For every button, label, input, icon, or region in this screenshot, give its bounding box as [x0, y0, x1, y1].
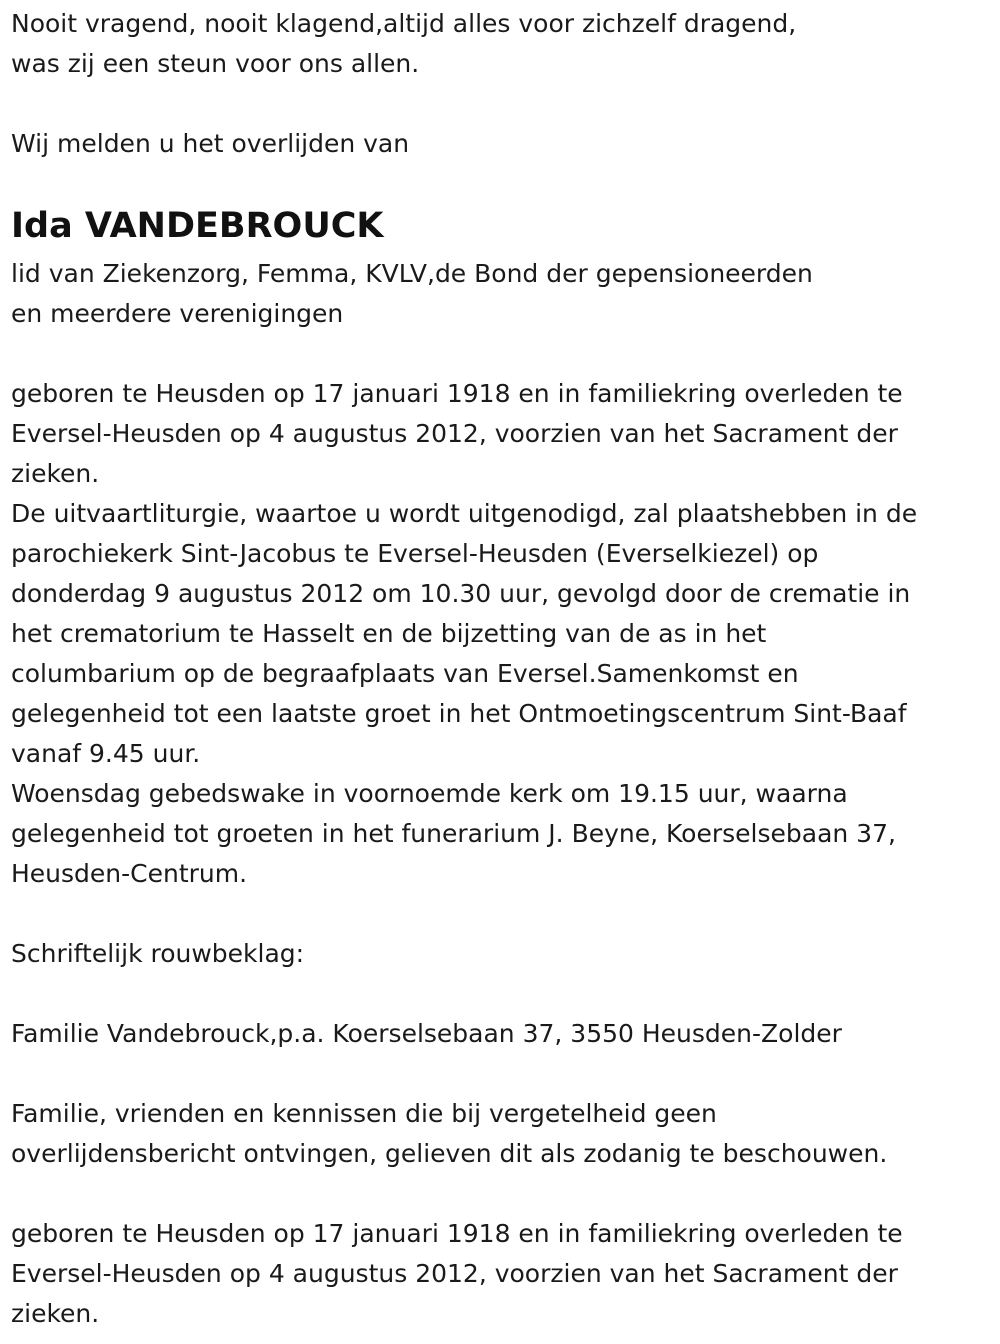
membership-line: en meerdere verenigingen	[11, 299, 344, 328]
detail-line: donderdag 9 augustus 2012 om 10.30 uur, gevolgd door de crematie in	[11, 579, 911, 608]
spacer	[11, 974, 986, 1014]
spacer	[11, 894, 986, 934]
motto-line: was zij een steun voor ons allen.	[11, 49, 420, 78]
closing-line: overlijdensbericht ontvingen, gelieven dit als zodanig te beschouwen.	[11, 1139, 888, 1168]
closing-line: Familie, vrienden en kennissen die bij vergetelheid geen	[11, 1099, 717, 1128]
condolence-address: Familie Vandebrouck,p.a. Koerselsebaan 37, 3550 Heusden-Zolder	[11, 1019, 842, 1048]
detail-line: columbarium op de begraafplaats van Eversel.Samenkomst en	[11, 659, 799, 688]
spacer	[11, 1174, 986, 1214]
membership-line: lid van Ziekenzorg, Femma, KVLV,de Bond der gepensioneerden	[11, 259, 813, 288]
condolence-heading: Schriftelijk rouwbeklag:	[11, 939, 305, 968]
detail-line: parochiekerk Sint-Jacobus te Eversel-Heusden (Everselkiezel) op	[11, 539, 819, 568]
spacer	[11, 334, 986, 374]
repeated-detail-line: geboren te Heusden op 17 januari 1918 en in familiekring overleden te	[11, 1219, 903, 1248]
detail-line: zieken.	[11, 459, 100, 488]
detail-line: Woensdag gebedswake in voornoemde kerk om 19.15 uur, waarna	[11, 779, 848, 808]
detail-line: vanaf 9.45 uur.	[11, 739, 201, 768]
spacer	[11, 164, 986, 204]
detail-line: geboren te Heusden op 17 januari 1918 en in familiekring overleden te	[11, 379, 903, 408]
detail-line: gelegenheid tot groeten in het funerarium J. Beyne, Koerselsebaan 37,	[11, 819, 896, 848]
detail-line: Heusden-Centrum.	[11, 859, 248, 888]
spacer	[11, 1054, 986, 1094]
spacer	[11, 84, 986, 124]
detail-line: het crematorium te Hasselt en de bijzetting van de as in het	[11, 619, 767, 648]
repeated-detail-line: zieken.	[11, 1299, 100, 1328]
deceased-name: Ida VANDEBROUCK	[11, 206, 384, 246]
repeated-detail-line: Eversel-Heusden op 4 augustus 2012, voorzien van het Sacrament der	[11, 1259, 898, 1288]
announcement-text: Wij melden u het overlijden van	[11, 129, 410, 158]
death-notice	[11, 4, 986, 1334]
detail-line: Eversel-Heusden op 4 augustus 2012, voorzien van het Sacrament der	[11, 419, 898, 448]
detail-line: gelegenheid tot een laatste groet in het Ontmoetingscentrum Sint-Baaf	[11, 699, 907, 728]
detail-line: De uitvaartliturgie, waartoe u wordt uitgenodigd, zal plaatshebben in de	[11, 499, 918, 528]
motto-line: Nooit vragend, nooit klagend,altijd alles voor zichzelf dragend,	[11, 9, 797, 38]
